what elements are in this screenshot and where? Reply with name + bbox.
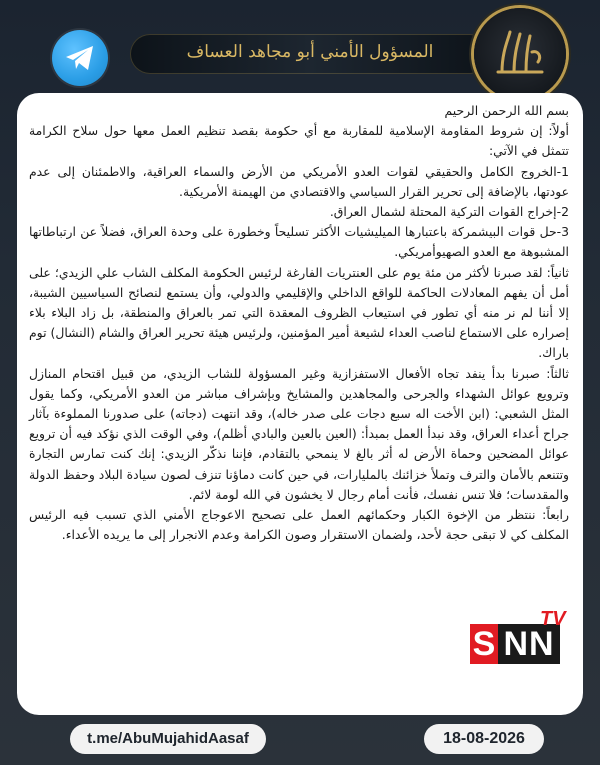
statement-text [29, 101, 569, 545]
date-badge: 18-08-2026 [424, 724, 544, 754]
page-title: المسؤول الأمني أبو مجاهد العساف [186, 42, 434, 62]
allahu-akbar-emblem-icon [474, 8, 566, 100]
paragraph-third: ثالثاً: صبرنا بدأ ينفد تجاه الأفعال الاستفزازية وغير المسؤولة للشاب الزيدي، من قبيل اقتحام المنازل وترويع عوائل الشهداء والجرحى والمجاهدين والمشايخ وبإشراف مباشر من العدو الأمريكي، وكما يقول المثل الشعبي: (ابن الأخت اله سبع دجات على صدر خاله)، وقد انتهت (دجاته) على صدورنا المملوءة بآثار جراح أعداء العراق، وقد نبدأ العمل بمبدأ: (العين بالعين والبادي أظلم)، وفي الوقت الذي نؤكد فيه أن ترويع عوائل المضحين وحماة الأرض له أثر بالغ لا ينمحي بالتقادم، فإننا نذكّر الزيدي: إنك كنت تمارس التجارة وتتنعم بالأمان والترف وتملأ خزائنك بالمليارات، في حين كانت دماؤنا تنزف لصون سيادة البلاد وحفظ الدولة والمقدسات؛ فلا تنس نفسك، فأنت أمام رجال لا يخشون في الله لومة لائم. [29, 365, 569, 502]
channel-link[interactable]: t.me/AbuMujahidAasaf [70, 724, 266, 754]
basmala: بسم الله الرحمن الرحيم [444, 103, 569, 118]
snn-tv-watermark-logo [470, 606, 586, 672]
header [0, 0, 600, 108]
footer [0, 718, 600, 765]
paragraph-fourth: رابعاً: ننتظر من الإخوة الكبار وحكمائهم العمل على تصحيح الاعوجاج الأمني الذي تسبب فيه الرئيس المكلف كي لا تبقى حجة لأحد، ولضمان الاستقرار وصون الكرامة وعدم الانجرار إلى ما يريده الأعداء. [29, 507, 569, 543]
paragraph-second: ثانياً: لقد صبرنا لأكثر من مئة يوم على العنتريات الفارغة لرئيس الحكومة المكلف الشاب علي الزيدي؛ على أمل أن يفهم المعادلات الحاكمة للواقع الداخلي والإقليمي والدولي، وأن يستمع لنصائح السياسيين الشيبة، إلا أننا لم نر منه أي تطور في استيعاب الظروف المعقدة التي تمر بالعراق والمنطقة، بل زاد البلاء بلاء إصراره على الاستماع لناصب العداء لشيعة أمير المؤمنين، ولرئيس هيئة تحرير العراق والشام (النشال) توم باراك. [29, 264, 569, 361]
condition-3: 3-حل قوات البيشمركة باعتبارها الميليشيات الأكثر تسليحاً وخطورة على وحدة العراق، فضلاً عن ارتباطاتها المشبوهة مع العدو الصهيوأمريكي. [29, 224, 569, 260]
condition-2: 2-إخراج القوات التركية المحتلة لشمال العراق. [329, 204, 569, 220]
watermark-tv: TV [540, 608, 566, 630]
title-banner [130, 34, 490, 74]
watermark-nn: NN [498, 624, 560, 664]
watermark-s: S [470, 624, 498, 664]
condition-1: 1-الخروج الكامل والحقيقي لقوات العدو الأمريكي من الأرض والسماء العراقية، والاطمئنان إلى عدم عودتها، بالإضافة إلى تحرير القرار السياسي والاقتصادي من الهيمنة الأمريكية. [29, 163, 569, 199]
paragraph-first: أولاً: إن شروط المقاومة الإسلامية للمقاربة مع أي حكومة بقصد تنظيم العمل معها حول سلاح الكرامة تتمثل في الآتي: [29, 123, 569, 159]
telegram-icon[interactable] [52, 30, 108, 86]
